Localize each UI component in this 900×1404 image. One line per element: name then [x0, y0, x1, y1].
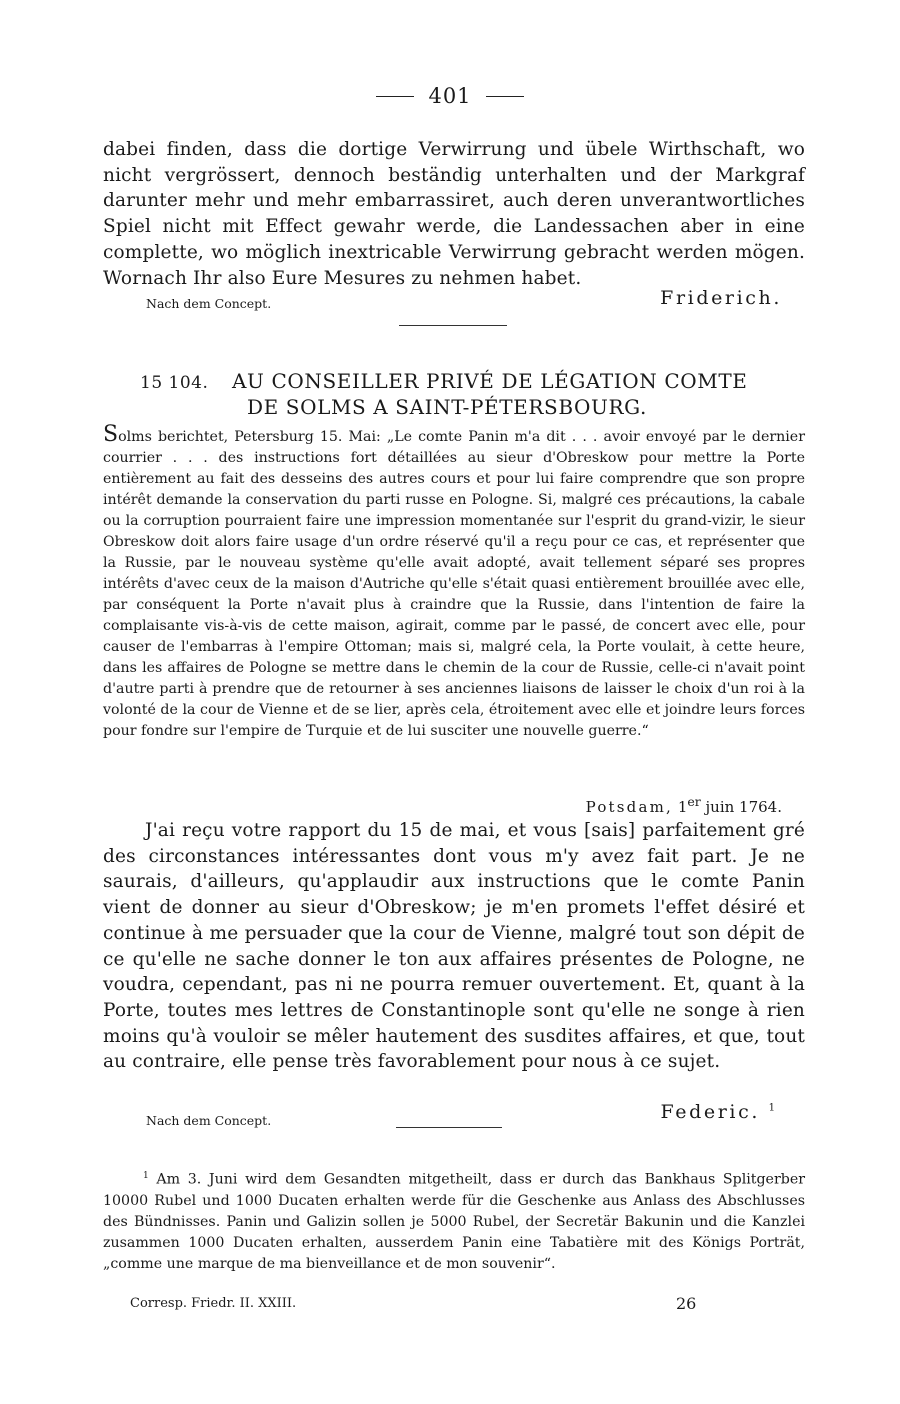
dateline-date: juin 1764.: [705, 798, 782, 816]
source-note: Nach dem Concept.: [146, 1113, 272, 1128]
section-divider: [396, 1127, 502, 1128]
letter-body: J'ai reçu votre rapport du 15 de mai, et vous [sais] parfaitement gré des circonstances intéressantes dont vous m'y avez fait part. Je ne saurais, d'ailleurs, qu'applaudir aux instructions que le comte Panin vient de donner au sieur d'Obreskow; je m'en promets l'effet désiré et continue à me persuader que la cour de Vienne, malgré tout son dépit de ce qu'elle ne sache donner le ton aux affaires présentes de Pologne, ne voudra, cependant, pas ni ne pourra remuer ouvertement. Et, quant à la Porte, toutes mes lettres de Constantinople sont qu'elle ne songe à rien moins qu'à vouloir se mêler hautement des susdites affaires, et que, tout au contraire, elle pense très favorablement pour nous à ce sujet.: [103, 820, 805, 1073]
sheet-number: 26: [676, 1294, 697, 1313]
heading-line-1: AU CONSEILLER PRIVÉ DE LÉGATION COMTE: [232, 369, 748, 393]
signature: Friderich.: [660, 287, 782, 309]
dateline-ordinal: er: [687, 794, 701, 809]
dateline: [586, 794, 782, 816]
page-number: 401: [428, 84, 472, 108]
signature: [661, 1101, 775, 1123]
summary-text: olms berichtet, Petersburg 15. Mai: „Le comte Panin m'a dit . . . avoir envoyé par le dernier courrier . . . des instructions fort détaillées au sieur d'Obreskow pour mettre la Porte entièrement au fait des desseins des autres cours et pour lui faire comprendre que son propre intérêt demande la conservation du parti russe en Pologne. Si, malgré ces précautions, la cabale ou la corruption pourraient faire une impression momentanée sur l'esprit du grand-vizir, le sieur Obreskow doit alors faire usage d'un ordre réservé qu'il a reçu pour ce cas, et représenter que la Russie, par le nouveau système qu'elle avait adopté, avait tellement séparé ses propres intérêts d'avec ceux de la maison d'Autriche qu'elle s'était quasi entièrement brouillée avec elle, par conséquent la Porte n'avait plus à craindre que la Russie, dans l'intention de faire la complaisante vis-à-vis de cette maison, agirait, comme par le passé, de concert avec elle, pour causer de l'embarras à l'empire Ottoman; mais si, malgré cela, la Porte voulait, à cette heure, dans les affaires de Pologne se mettre dans le chemin de la cour de Russie, celle-ci n'avait point d'autre parti à prendre que de retourner à ses anciennes liaisons de laisser le choix d'un roi à la volonté de la cour de Vienne et de se lier, après cela, étroitement avec elle et joindre leurs forces pour fondre sur l'empire de Turquie et de lui susciter une nouvelle guerre.“: [103, 429, 805, 739]
dateline-place: Potsdam,: [585, 798, 674, 816]
dateline-day: 1: [677, 798, 688, 816]
document-number: 15 104.: [140, 373, 209, 393]
signature-text: Federic.: [660, 1101, 760, 1123]
header-dash-left: [376, 96, 414, 97]
heading-line-2: DE SOLMS A SAINT-PÉTERSBOURG.: [247, 395, 647, 419]
continued-paragraph: dabei finden, dass die dortige Verwirrung und übele Wirthschaft, wo nicht vergrössert, dennoch beständig unterhalten und der Markgraf darunter mehr und mehr embarrassiret, auch deren unverantwortliches Spiel nicht mit Effect gewahr werde, die Landessachen aber in eine complette, wo möglich inextricable Verwirrung gebracht werden mögen. Wornach Ihr also Eure Mesures zu nehmen habet.: [103, 139, 805, 289]
footnote-reference: 1: [768, 1102, 775, 1114]
series-signature: Corresp. Friedr. II. XXIII.: [130, 1296, 297, 1311]
footnote-mark: 1: [143, 1171, 149, 1181]
section-divider: [399, 325, 507, 326]
page-header: [0, 84, 900, 108]
report-summary: [103, 424, 805, 742]
footnote: [103, 1166, 805, 1275]
footnote-text: Am 3. Juni wird dem Gesandten mitgetheilt, dass er durch das Bankhaus Splitgerber 10000 Rubel und 1000 Ducaten erhalten werde für die Geschenke aus Anlass des Abschlusses des Bündnisses. Panin und Galizin sollen je 5000 Rubel, der Secretär Bakunin und die Kanzlei zusammen 1000 Ducaten erhalten, ausserdem Panin eine Tabatière mit des Königs Porträt, „comme une marque de ma bienveillance et de mon souvenir“.: [103, 1171, 805, 1272]
header-dash-right: [486, 96, 524, 97]
summary-initial: S: [103, 422, 119, 447]
source-note: Nach dem Concept.: [146, 296, 272, 311]
